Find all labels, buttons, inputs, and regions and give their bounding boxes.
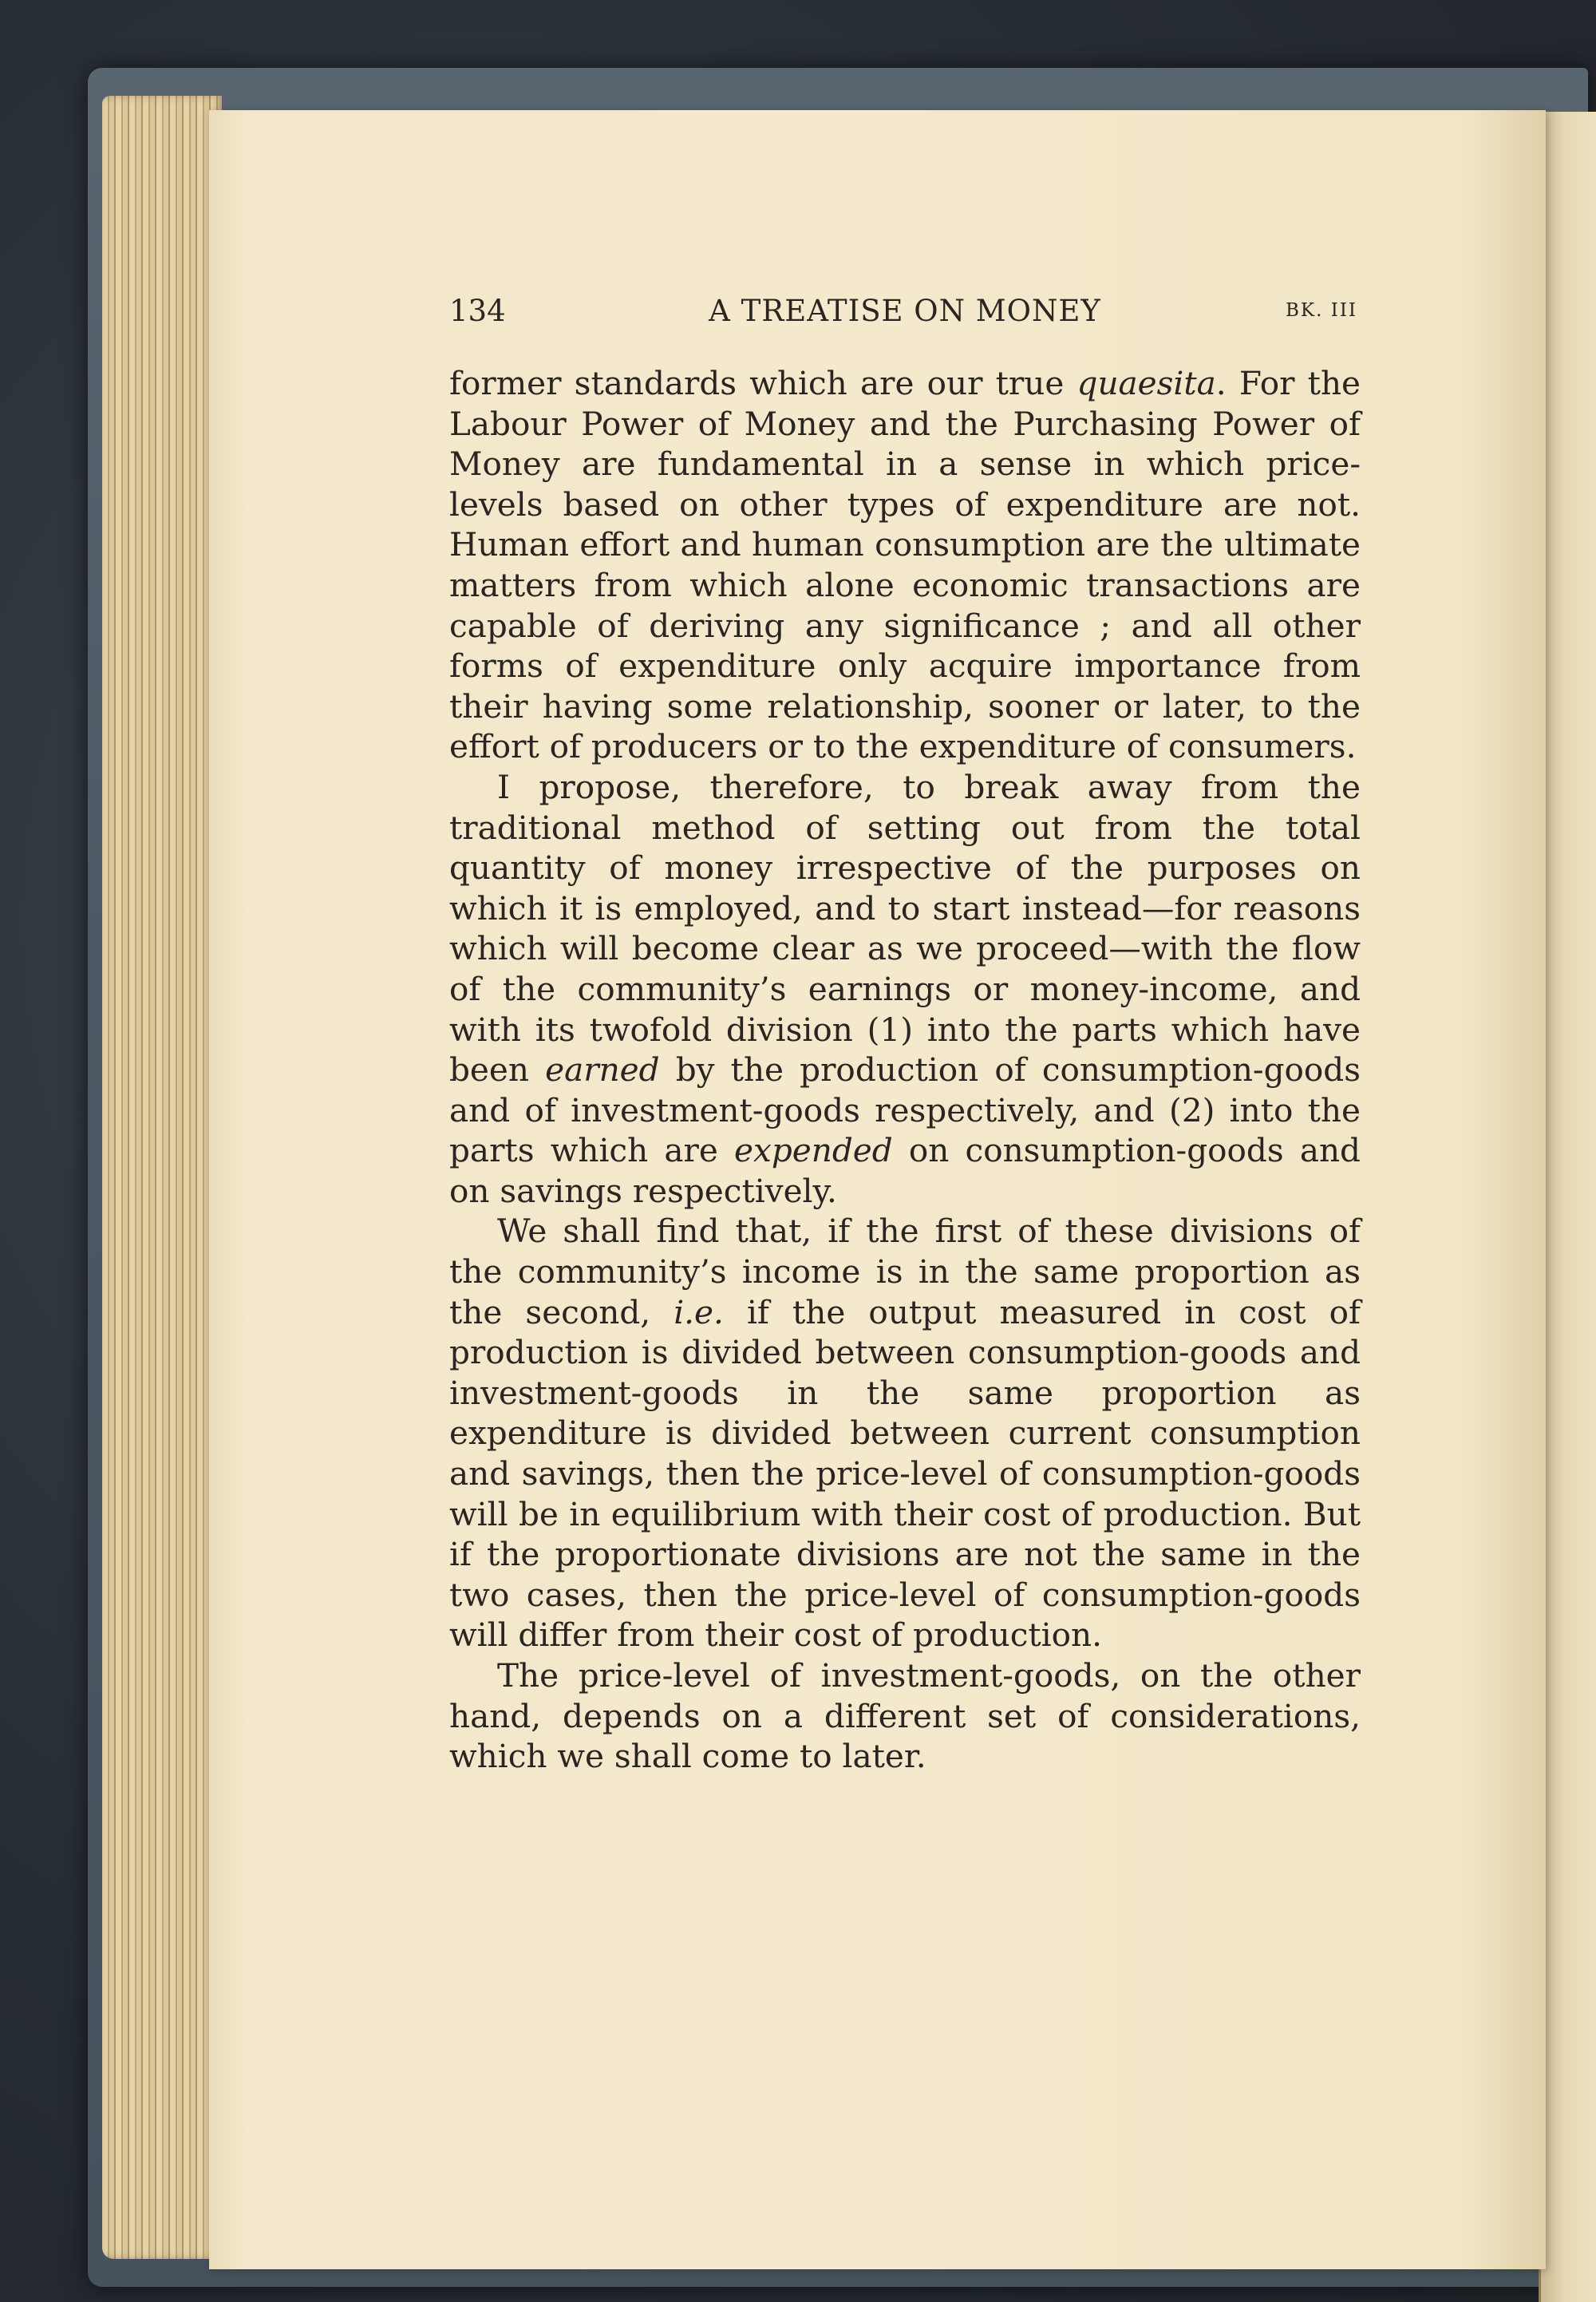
facing-page-edge — [1539, 112, 1596, 2302]
page-number: 134 — [449, 294, 506, 328]
page-block-edges — [102, 96, 222, 2259]
italic-text: i.e. — [674, 1292, 724, 1331]
paragraph — [449, 767, 1361, 1212]
text-run: by the production of consumption-goods and of investment-goods respectively, and (2) into the parts which are — [449, 1050, 1361, 1170]
paragraph — [449, 363, 1361, 767]
italic-text: earned — [545, 1050, 660, 1090]
italic-text: quaesita — [1077, 364, 1216, 402]
book-part: BK. III — [1286, 300, 1357, 321]
text-run: . For the Labour Power of Money and the Purchasing Power of Money are fundamental in a sense in which price-levels based on other types of expenditure are not. Human effort and human consumption are the ultimate matters from which alone economic transactions are capable of deriving any significance ; and all other forms of expenditure only acquire importance from their having some relationship, sooner or later, to the effort of producers or to the expenditure of consumers. — [449, 364, 1361, 766]
paragraph — [449, 1211, 1361, 1655]
text-run: on consumption-goods and on savings respectively. — [449, 1131, 1361, 1210]
text-run: I propose, therefore, to break away from the traditional method of setting out from the total quantity of money irrespective of the purposes on which it is employed, and to start instead—for reasons which will become clear as we proceed—with the flow of the community’s earnings or money-income, and with its twofold division (1) into the parts which have been — [449, 767, 1361, 1090]
text-run: We shall find that, if the first of these divisions of the community’s income is in the same proportion as the second, — [449, 1212, 1361, 1331]
paragraph — [449, 1655, 1361, 1777]
text-run: The price-level of investment-goods, on the other hand, depends on a different set of considerations, which we shall come to later. — [449, 1656, 1361, 1776]
italic-text: expended — [734, 1131, 893, 1170]
body-text — [449, 363, 1361, 1777]
running-head — [449, 294, 1361, 335]
book-title: A TREATISE ON MONEY — [709, 294, 1101, 328]
text-run: former standards which are our true — [449, 364, 1077, 402]
text-run: if the output measured in cost of production is divided between consumption-goods and investment-goods in the same proportion as expenditure is divided between current consumption and savings, then the price-level of consumption-goods will be in equilibrium with their cost of production. But if the proportionate divisions are not the same in the two cases, then the price-level of consumption-goods will differ from their cost of production. — [449, 1292, 1361, 1655]
